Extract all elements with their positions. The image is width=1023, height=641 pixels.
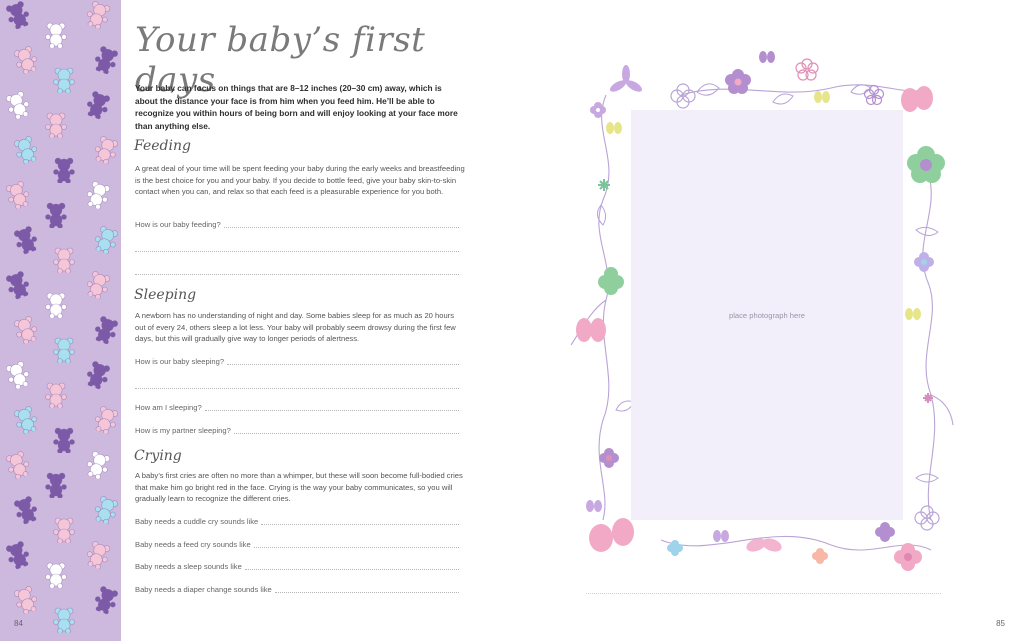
decorative-teddy-strip xyxy=(0,0,121,641)
feeding-text: A great deal of your time will be spent feeding your baby during the early weeks and breastfeeding is the best choice for you and your baby. If you decide to bottle feed, give your baby skin-to-skin contact when you can, and relax so that each feed is a pleasurable experience for you both. xyxy=(135,164,465,197)
divider xyxy=(586,593,941,594)
teddy-bear-icon xyxy=(90,314,121,347)
teddy-bear-icon xyxy=(52,67,76,93)
teddy-bear-icon xyxy=(44,22,68,48)
teddy-bear-icon xyxy=(52,247,76,273)
teddy-bear-icon xyxy=(10,494,41,527)
teddy-bear-icon xyxy=(10,314,41,347)
teddy-bear-icon xyxy=(10,44,41,77)
photo-placeholder[interactable] xyxy=(631,110,903,520)
teddy-bear-icon xyxy=(90,404,121,437)
teddy-bear-icon xyxy=(44,562,68,588)
write-line xyxy=(224,227,459,228)
baby-sleeping-field[interactable] xyxy=(135,356,459,366)
teddy-bear-icon xyxy=(52,157,76,183)
feeding-prompt: How is our baby feeding? xyxy=(135,220,221,229)
page-number-left: 84 xyxy=(14,619,23,628)
crying-heading: Crying xyxy=(134,448,182,464)
teddy-bear-icon xyxy=(82,539,113,572)
teddy-bear-icon xyxy=(2,0,33,31)
photo-placeholder-label: place photograph here xyxy=(729,310,805,320)
sleeping-heading: Sleeping xyxy=(134,287,197,303)
teddy-bear-icon xyxy=(2,539,33,572)
write-line xyxy=(245,569,459,570)
right-page xyxy=(511,0,1023,641)
teddy-bear-icon xyxy=(44,472,68,498)
teddy-bear-icon xyxy=(52,517,76,543)
teddy-bear-icon xyxy=(44,202,68,228)
write-line xyxy=(234,433,459,434)
teddy-bear-icon xyxy=(10,584,41,617)
my-sleeping-prompt: How am I sleeping? xyxy=(135,403,202,412)
partner-sleeping-field[interactable] xyxy=(135,425,459,435)
cuddle-cry-prompt: Baby needs a cuddle cry sounds like xyxy=(135,517,259,526)
write-line[interactable] xyxy=(135,388,459,389)
teddy-bear-icon xyxy=(10,404,41,437)
write-line xyxy=(254,547,459,548)
teddy-bear-icon xyxy=(2,179,33,212)
write-line xyxy=(227,364,459,365)
write-line xyxy=(275,592,459,593)
teddy-bear-icon xyxy=(82,89,113,122)
teddy-bear-icon xyxy=(82,359,113,392)
teddy-bear-icon xyxy=(10,134,41,167)
baby-sleeping-prompt: How is our baby sleeping? xyxy=(135,357,225,366)
write-line xyxy=(205,410,459,411)
teddy-bear-icon xyxy=(2,89,33,122)
teddy-bear-icon xyxy=(90,224,121,257)
page-title: Your baby’s first days xyxy=(135,20,426,100)
teddy-bear-icon xyxy=(44,292,68,318)
teddy-bear-icon xyxy=(82,449,113,482)
write-line[interactable] xyxy=(135,274,459,275)
teddy-bear-icon xyxy=(44,112,68,138)
my-sleeping-field[interactable] xyxy=(135,402,459,412)
sleep-cry-prompt: Baby needs a sleep sounds like xyxy=(135,562,242,571)
teddy-bear-icon xyxy=(52,427,76,453)
left-page xyxy=(121,0,511,641)
teddy-bear-icon xyxy=(90,494,121,527)
write-line[interactable] xyxy=(135,251,459,252)
sleep-cry-field[interactable] xyxy=(135,561,459,571)
feeding-heading: Feeding xyxy=(134,138,191,154)
feeding-field[interactable] xyxy=(135,219,459,229)
teddy-bear-icon xyxy=(82,179,113,212)
partner-sleeping-prompt: How is my partner sleeping? xyxy=(135,426,231,435)
feed-cry-prompt: Baby needs a feed cry sounds like xyxy=(135,540,251,549)
teddy-bear-icon xyxy=(82,269,113,302)
teddy-bear-icon xyxy=(2,269,33,302)
teddy-bear-icon xyxy=(2,449,33,482)
write-line xyxy=(261,524,459,525)
diaper-cry-field[interactable] xyxy=(135,584,459,594)
teddy-bear-icon xyxy=(90,584,121,617)
intro-paragraph: Your baby can focus on things that are 8–12 inches (20–30 cm) away, which is about the distance your face is from him when you feed him. He’ll be able to recognize you within hours of being born and will enjoy looking at your face more than anything else. xyxy=(135,83,458,131)
teddy-bear-icon xyxy=(44,382,68,408)
cuddle-cry-field[interactable] xyxy=(135,516,459,526)
page-number-right: 85 xyxy=(996,619,1005,628)
teddy-bear-icon xyxy=(2,359,33,392)
teddy-bear-icon xyxy=(82,0,113,31)
diaper-cry-prompt: Baby needs a diaper change sounds like xyxy=(135,585,272,594)
crying-text: A baby’s first cries are often no more than a whimper, but these will soon become full-bodied cries that make him go bright red in the face. Crying is the way your baby communicates, so you will gradually learn to recognize the different cries. xyxy=(135,471,463,504)
teddy-bear-icon xyxy=(90,134,121,167)
teddy-bear-icon xyxy=(52,337,76,363)
teddy-bear-icon xyxy=(90,44,121,77)
teddy-bear-icon xyxy=(10,224,41,257)
teddy-bear-icon xyxy=(52,607,76,633)
sleeping-text: A newborn has no understanding of night and day. Some babies sleep for as much as 20 hours out of every 24, others sleep a lot less. Your baby will probably seem drowsy during the first few days, but this will gradually give way to longer periods of alertness. xyxy=(135,311,456,344)
feed-cry-field[interactable] xyxy=(135,539,459,549)
